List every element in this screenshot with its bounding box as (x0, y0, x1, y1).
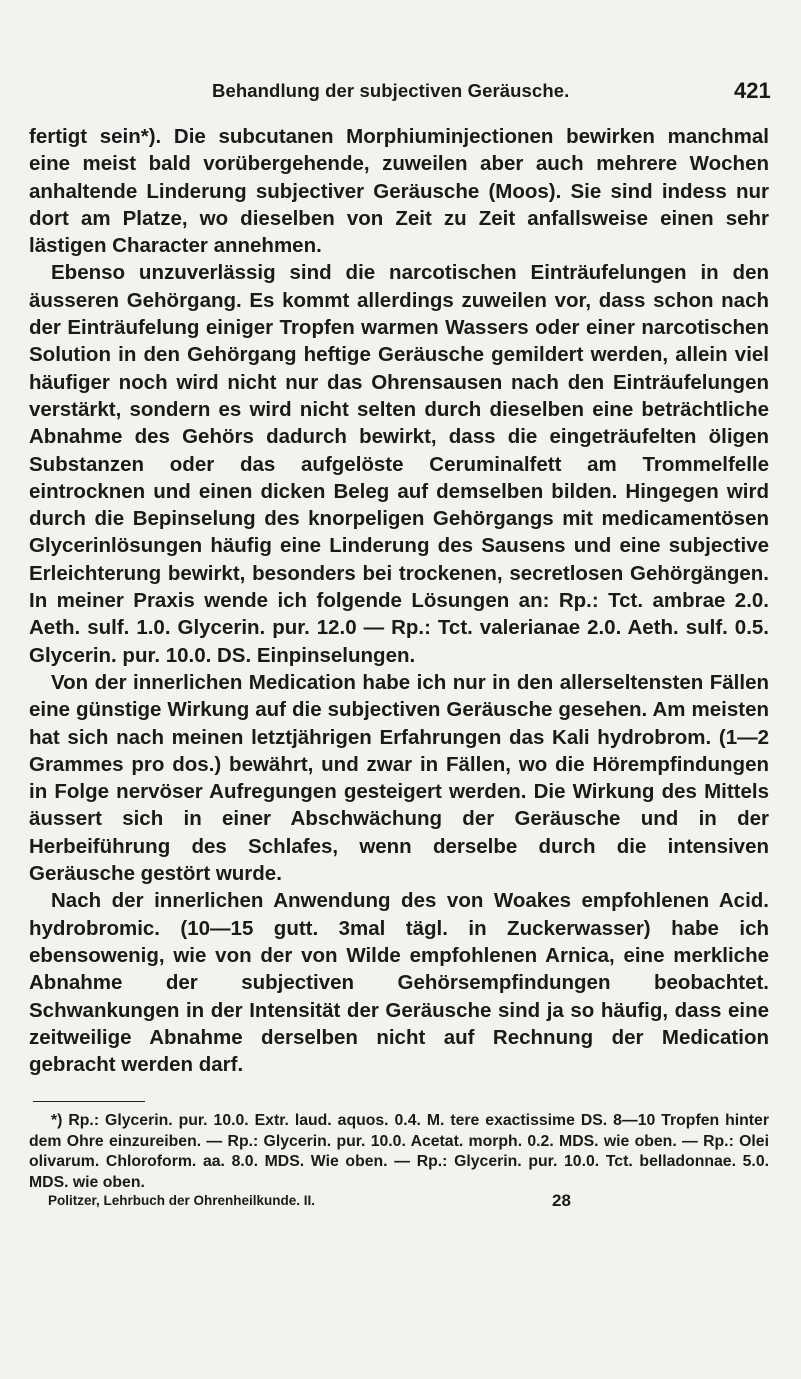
paragraph-1: fertigt sein*). Die subcutanen Morphiuminjectionen bewirken manchmal eine meist bald vorübergehende, zuweilen aber auch mehrere Wochen anhaltende Linderung subjectiver Geräusche (Moos). Sie sind indess nur dort am Platze, wo dieselben von Zeit zu Zeit anfallsweise einen sehr lästigen Character annehmen. (29, 125, 769, 258)
footnote-divider (33, 1101, 145, 1102)
main-text (29, 123, 769, 1078)
footnote: *) Rp.: Glycerin. pur. 10.0. Extr. laud. aquos. 0.4. M. tere exactissime DS. 8—10 Tropfen hinter dem Ohre einzureiben. — Rp.: Glycerin. pur. 10.0. Acetat. morph. 0.2. MDS. wie oben. — Rp.: Olei olivarum. Chloroform. aa. 8.0. MDS. Wie oben. — Rp.: Glycerin. pur. 10.0. Tct. belladonnae. 5.0. MDS. wie oben. (29, 1112, 769, 1191)
sheet-signature: 28 (552, 1191, 571, 1210)
paragraph-3: Von der innerlichen Medication habe ich nur in den allerseltensten Fällen eine günstige Wirkung auf die subjectiven Geräusche gesehen. Am meisten hat sich nach meinen letztjährigen Erfahrungen das Kali hydrobrom. (1—2 Grammes pro dos.) bewährt, und zwar in Fällen, wo die Hörempfindungen in Folge nervöser Aufregungen gesteigert werden. Die Wirkung des Mittels äussert sich in einer Abschwächung der Geräusche und in der Herbeiführung des Schlafes, wenn derselbe durch die intensiven Geräusche gestört wurde. (29, 670, 769, 886)
printer-imprint: Politzer, Lehrbuch der Ohrenheilkunde. II. (48, 1193, 316, 1208)
page-number: 421 (734, 78, 771, 103)
footnote-section (29, 1111, 769, 1193)
paragraph-4: Nach der innerlichen Anwendung des von Woakes empfohlenen Acid. hydrobromic. (10—15 gutt. 3mal tägl. in Zuckerwasser) habe ich ebensowenig, wie von der von Wilde empfohlenen Arnica, eine merkliche Abnahme der subjectiven Gehörsempfindungen beobachtet. Schwankungen in der Intensität der Geräusche sind ja so häufig, dass eine zeitweilige Abnahme derselben nicht auf Rechnung der Medication gebracht werden darf. (29, 889, 769, 1077)
paragraph-2: Ebenso unzuverlässig sind die narcotischen Einträufelungen in den äusseren Gehörgang. Es kommt allerdings zuweilen vor, dass schon nach der Einträufelung einiger Tropfen warmen Wassers oder einer narcotischen Solution in den Gehörgang heftige Geräusche gemildert werden, allein viel häufiger noch wird nicht nur das Ohrensausen nach den Einträufelungen verstärkt, sondern es wird nicht selten durch dieselben eine beträchtliche Abnahme des Gehörs dadurch bewirkt, dass die eingeträufelten öligen Substanzen oder das aufgelöste Ceruminalfett am Trommelfelle eintrocknen und einen dicken Beleg auf demselben bilden. Hingegen wird durch die Bepinselung des knorpeligen Gehörgangs mit medicamentösen Glycerinlösungen häufig eine Linderung des Sausens und eine subjective Erleichterung bewirkt, besonders bei trockenen, secretlosen Gehörgängen. In meiner Praxis wende ich folgende Lösungen an: Rp.: Tct. ambrae 2.0. Aeth. sulf. 1.0. Glycerin. pur. 12.0 — Rp.: Tct. valerianae 2.0. Aeth. sulf. 0.5. Glycerin. pur. 10.0. DS. Einpinselungen. (29, 261, 769, 667)
running-head: Behandlung der subjectiven Geräusche. (212, 80, 570, 101)
